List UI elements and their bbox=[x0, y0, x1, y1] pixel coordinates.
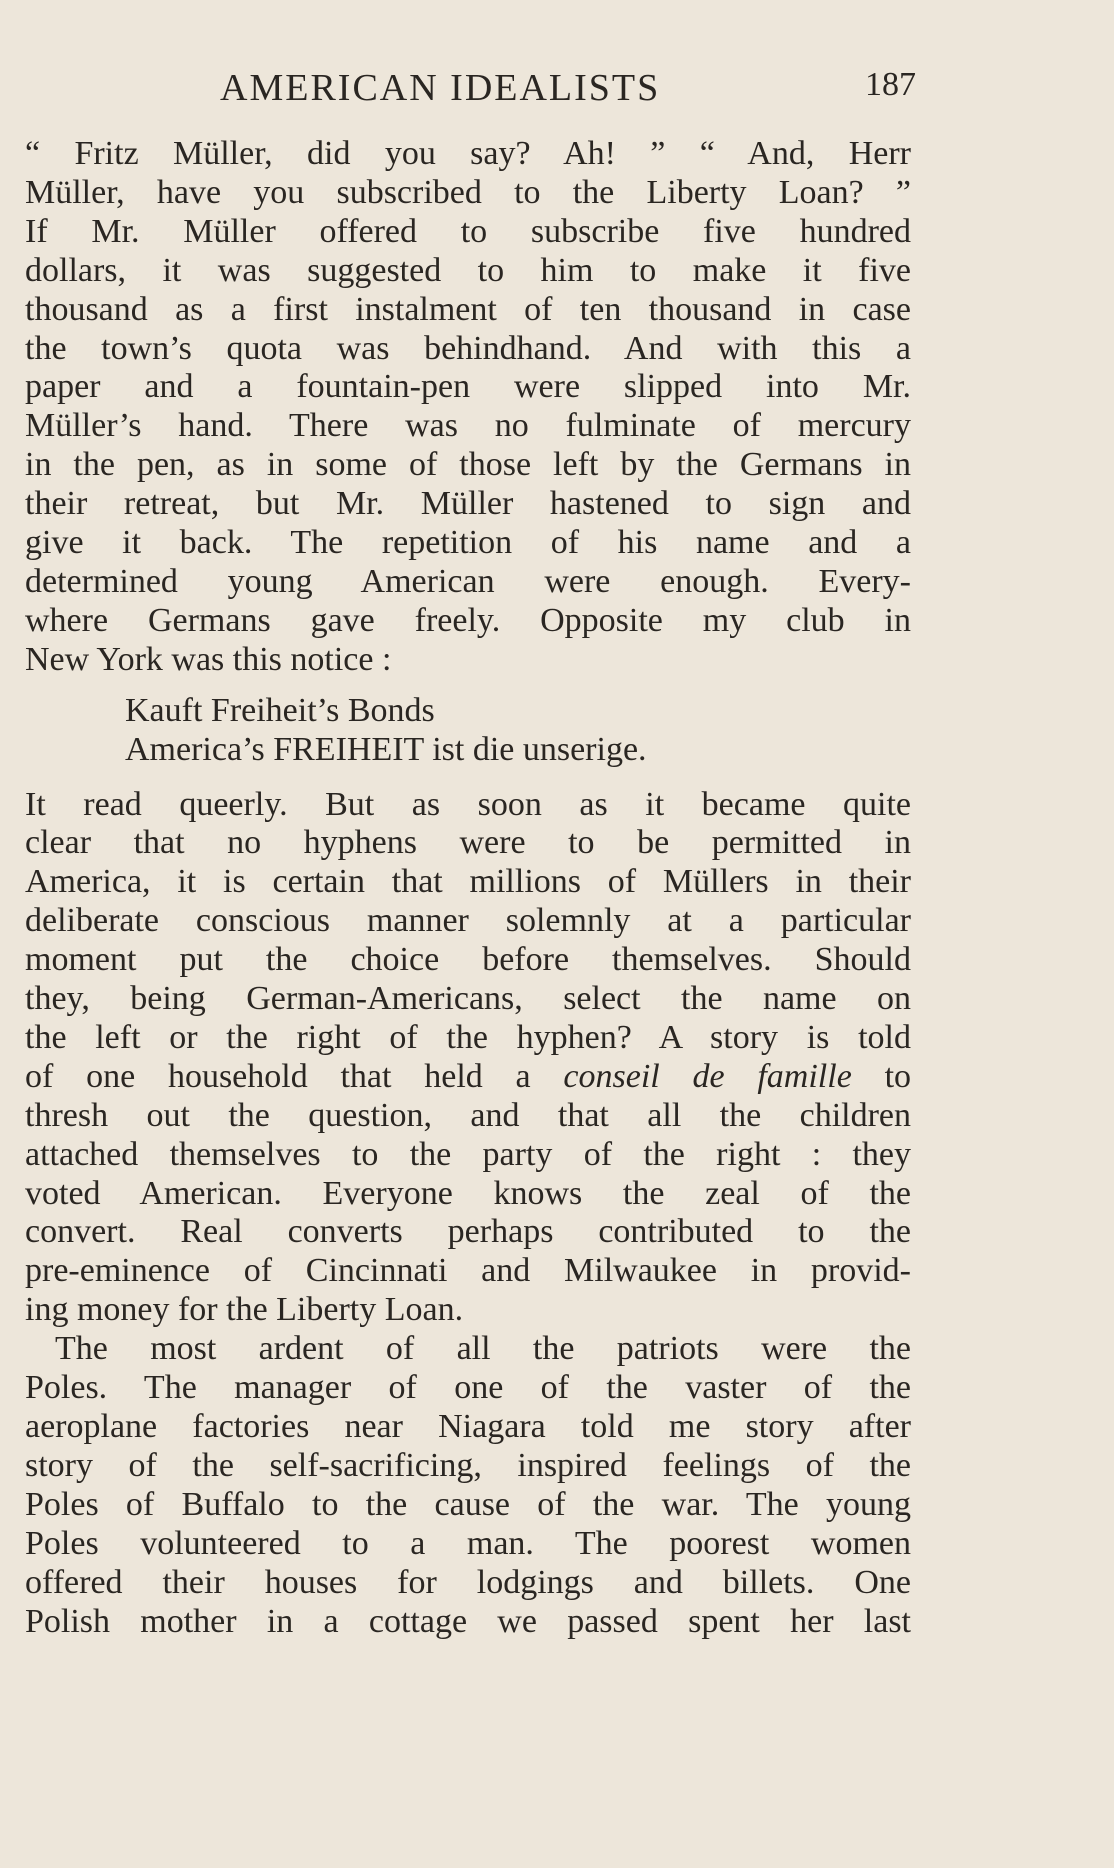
text-segment: of one household that held a bbox=[25, 1057, 531, 1095]
text-line: Müller, have you subscribed to the Liberty Loan? ” bbox=[25, 173, 911, 211]
text-line: moment put the choice before themselves. Should bbox=[25, 941, 911, 979]
text-line: deliberate conscious manner solemnly at a particular bbox=[25, 902, 911, 940]
text-line: ing money for the Liberty Loan. bbox=[25, 1291, 464, 1329]
page-header bbox=[220, 66, 920, 112]
text-line: clear that no hyphens were to be permitted in bbox=[25, 824, 911, 862]
text-line: where Germans gave freely. Opposite my club in bbox=[25, 601, 911, 639]
text-line: thresh out the question, and that all the children bbox=[25, 1096, 911, 1134]
text-line: thousand as a first instalment of ten thousand in case bbox=[25, 290, 911, 328]
text-line: in the pen, as in some of those left by the Germans in bbox=[25, 446, 911, 484]
text-line: the left or the right of the hyphen? A story is told bbox=[25, 1018, 911, 1056]
running-head: AMERICAN IDEALISTS bbox=[220, 67, 661, 109]
paragraph-1 bbox=[25, 135, 911, 680]
text-line: their retreat, but Mr. Müller hastened to sign and bbox=[25, 485, 911, 523]
notice-line: America’s FREIHEIT ist die unserige. bbox=[125, 730, 647, 768]
text-line: If Mr. Müller offered to subscribe five hundred bbox=[25, 212, 911, 250]
notice-line: Kauft Freiheit’s Bonds bbox=[125, 691, 435, 729]
text-line: dollars, it was suggested to him to make it five bbox=[25, 251, 911, 289]
text-line: the town’s quota was behindhand. And with this a bbox=[25, 329, 911, 367]
text-line-with-italic bbox=[25, 1058, 911, 1097]
italic-phrase: conseil de famille bbox=[563, 1057, 852, 1095]
text-line: Polish mother in a cottage we passed spent her last bbox=[25, 1602, 911, 1640]
text-line: New York was this notice : bbox=[25, 640, 392, 678]
text-line: paper and a fountain-pen were slipped into Mr. bbox=[25, 368, 911, 406]
text-line: “ Fritz Müller, did you say? Ah! ” “ And, Herr bbox=[25, 135, 911, 172]
text-line: America, it is certain that millions of Müllers in their bbox=[25, 863, 911, 901]
text-line: determined young American were enough. Every- bbox=[25, 562, 911, 600]
text-line: offered their houses for lodgings and billets. One bbox=[25, 1563, 911, 1601]
paragraph-2 bbox=[25, 786, 911, 1331]
text-line: they, being German-Americans, select the name on bbox=[25, 980, 911, 1018]
text-line: Müller’s hand. There was no fulminate of mercury bbox=[25, 407, 911, 445]
text-line: attached themselves to the party of the right : they bbox=[25, 1135, 911, 1173]
text-line: aeroplane factories near Niagara told me story after bbox=[25, 1408, 911, 1445]
text-line: Poles of Buffalo to the cause of the war. The young bbox=[25, 1485, 911, 1523]
text-line: It read queerly. But as soon as it became quite bbox=[25, 785, 911, 823]
text-line: pre-eminence of Cincinnati and Milwaukee in provid- bbox=[25, 1252, 911, 1290]
page-body bbox=[25, 135, 911, 1641]
page-number: 187 bbox=[865, 66, 916, 103]
text-line: give it back. The repetition of his name and a bbox=[25, 524, 911, 562]
text-line: story of the self-sacrificing, inspired feelings of the bbox=[25, 1446, 911, 1484]
text-line: Poles. The manager of one of the vaster of the bbox=[25, 1369, 911, 1407]
text-segment: to bbox=[884, 1057, 912, 1095]
text-line: voted American. Everyone knows the zeal of the bbox=[25, 1174, 911, 1212]
paragraph-3 bbox=[25, 1330, 911, 1641]
text-line: convert. Real converts perhaps contributed to the bbox=[25, 1213, 911, 1251]
notice-quote bbox=[25, 692, 911, 770]
text-line: Poles volunteered to a man. The poorest women bbox=[25, 1524, 911, 1562]
text-line: The most ardent of all the patriots were the bbox=[55, 1330, 911, 1368]
